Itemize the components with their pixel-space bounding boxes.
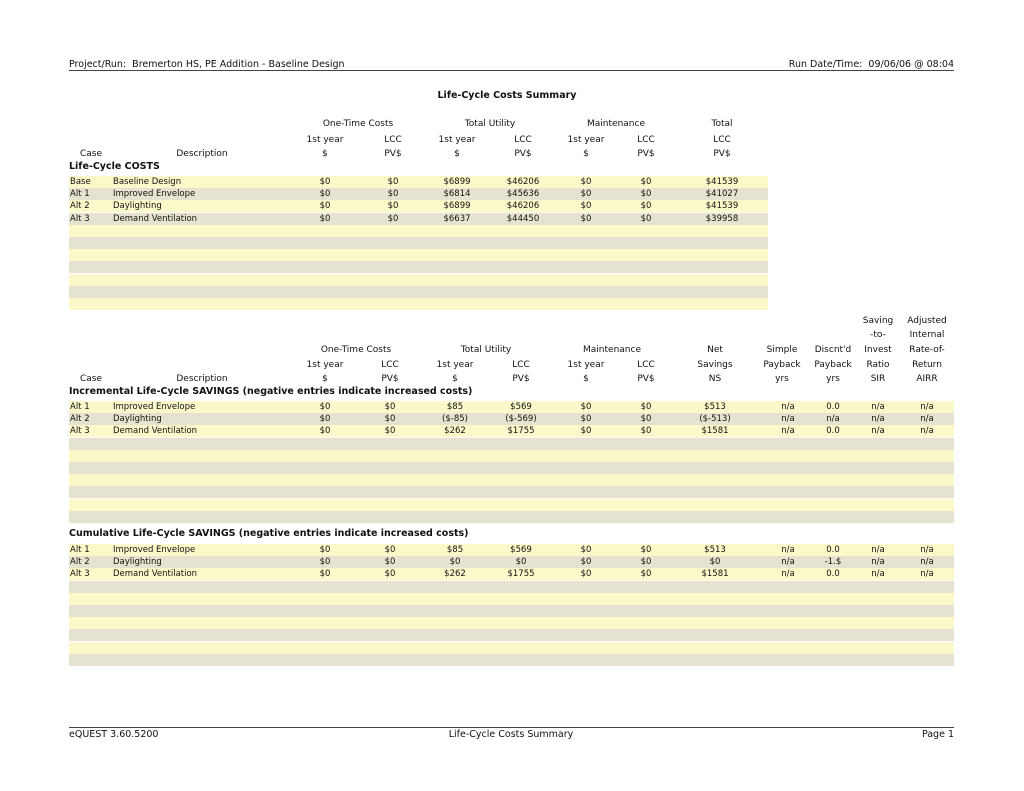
project-run [69, 59, 345, 70]
value-cell: -1.$ [824, 557, 842, 568]
case-cell: Base [70, 177, 91, 187]
table-row [69, 462, 954, 474]
table-row [69, 593, 954, 605]
value-cell: $0 [319, 414, 331, 425]
value-cell: $513 [704, 545, 726, 555]
value-cell: $85 [446, 402, 464, 412]
value-cell: 0.0 [826, 402, 840, 412]
section-title-lcc: Life-Cycle COSTS [69, 161, 160, 172]
description-cell: Daylighting [113, 201, 162, 212]
value-cell: $569 [510, 402, 532, 412]
value-cell: $0 [640, 426, 652, 437]
col-header: Payback [763, 360, 801, 370]
value-cell: $0 [580, 426, 592, 437]
header-rule [69, 70, 954, 71]
value-cell: $6899 [443, 201, 471, 212]
value-cell: $0 [640, 201, 652, 212]
table-row [69, 225, 768, 237]
col-header: 1st year [567, 135, 605, 145]
value-cell: $0 [709, 557, 721, 568]
value-cell: $0 [319, 557, 331, 568]
value-cell: ($-513) [699, 414, 731, 425]
case-cell: Alt 3 [70, 213, 90, 224]
value-cell: n/a [871, 402, 885, 412]
report-title: Life-Cycle Costs Summary [437, 90, 577, 101]
project-label: Project/Run: [69, 59, 127, 70]
section-title-cumulative: Cumulative Life-Cycle SAVINGS (negative entries indicate increased costs) [69, 528, 469, 539]
value-cell: $0 [384, 414, 396, 425]
value-cell: $1581 [701, 426, 729, 437]
group-one-time-costs: One-Time Costs [322, 119, 394, 129]
value-cell: $6899 [443, 177, 471, 187]
value-cell: $44450 [506, 213, 540, 224]
group-total-utility: Total Utility [464, 119, 516, 129]
col-header: LCC [384, 135, 402, 145]
value-cell: $0 [384, 545, 396, 555]
col-unit: NS [708, 374, 722, 384]
group-discounted: Discnt'd [814, 345, 852, 355]
value-cell: $0 [387, 213, 399, 224]
value-cell: n/a [871, 557, 885, 568]
col-unit: $ [454, 149, 460, 159]
col-header: 1st year [438, 135, 476, 145]
col-unit: $ [583, 374, 589, 384]
value-cell: n/a [781, 557, 795, 568]
col-header: 1st year [306, 360, 344, 370]
group-simple: Simple [766, 345, 798, 355]
value-cell: $0 [319, 402, 331, 412]
col-unit: PV$ [713, 149, 731, 159]
footer-version: eQUEST 3.60.5200 [69, 729, 159, 740]
group-total: Total [711, 119, 733, 129]
case-cell: Alt 3 [70, 569, 90, 580]
col-header: LCC [637, 360, 655, 370]
case-cell: Alt 1 [70, 545, 90, 555]
col-header: Saving [862, 316, 894, 326]
table-row [69, 450, 954, 462]
table-row [69, 511, 954, 523]
col-header: LCC [637, 135, 655, 145]
value-cell: n/a [920, 557, 934, 568]
table-row [69, 486, 954, 498]
description-header: Description [176, 149, 228, 159]
col-unit: PV$ [381, 374, 399, 384]
col-unit: $ [322, 149, 328, 159]
description-cell: Demand Ventilation [113, 569, 198, 580]
value-cell: n/a [781, 569, 795, 580]
col-header: LCC [514, 135, 532, 145]
table-row [69, 474, 954, 486]
col-header: LCC [381, 360, 399, 370]
table-row [69, 286, 768, 298]
value-cell: 0.0 [826, 569, 840, 580]
value-cell: $0 [319, 545, 331, 555]
col-header: 1st year [306, 135, 344, 145]
value-cell: $1581 [701, 569, 729, 580]
value-cell: $0 [580, 189, 592, 200]
value-cell: $41027 [705, 189, 739, 200]
value-cell: n/a [920, 545, 934, 555]
col-unit: yrs [826, 374, 840, 384]
value-cell: $1755 [507, 569, 535, 580]
value-cell: $39958 [705, 213, 739, 224]
value-cell: $0 [580, 201, 592, 212]
value-cell: $262 [444, 569, 466, 580]
case-cell: Alt 1 [70, 189, 90, 200]
value-cell: n/a [781, 545, 795, 555]
footer-page: Page 1 [921, 729, 954, 740]
col-header: -to- [870, 330, 886, 340]
description-cell: Baseline Design [113, 177, 182, 187]
col-unit: PV$ [512, 374, 530, 384]
run-date-time [789, 59, 954, 70]
table-row [69, 261, 768, 273]
value-cell: n/a [871, 426, 885, 437]
description-header: Description [176, 374, 228, 384]
col-unit: $ [452, 374, 458, 384]
table-row [69, 237, 768, 249]
value-cell: $0 [640, 557, 652, 568]
value-cell: n/a [871, 545, 885, 555]
description-cell: Daylighting [113, 557, 162, 568]
value-cell: $0 [319, 426, 331, 437]
run-label: Run Date/Time: [788, 59, 863, 70]
case-cell: Alt 2 [70, 201, 90, 212]
value-cell: $513 [704, 402, 726, 412]
value-cell: $0 [580, 414, 592, 425]
value-cell: 0.0 [826, 545, 840, 555]
value-cell: $0 [640, 545, 652, 555]
value-cell: $0 [319, 213, 331, 224]
footer-rule [69, 727, 954, 728]
case-header: Case [79, 149, 103, 159]
value-cell: $0 [384, 402, 396, 412]
value-cell: $0 [319, 201, 331, 212]
group-net: Net [707, 345, 723, 355]
table-row [69, 298, 768, 310]
value-cell: $569 [510, 545, 532, 555]
group-invest: Invest [864, 345, 892, 355]
group-total-utility: Total Utility [460, 345, 512, 355]
case-header: Case [79, 374, 103, 384]
col-unit: $ [583, 149, 589, 159]
value-cell: $0 [387, 201, 399, 212]
description-cell: Improved Envelope [113, 545, 196, 555]
value-cell: n/a [826, 414, 840, 425]
value-cell: n/a [871, 414, 885, 425]
value-cell: $85 [446, 545, 464, 555]
value-cell: $6637 [443, 213, 471, 224]
case-cell: Alt 1 [70, 402, 90, 412]
value-cell: $0 [580, 213, 592, 224]
col-header: Payback [814, 360, 852, 370]
value-cell: $0 [384, 569, 396, 580]
run-value: 09/06/06 @ 08:04 [868, 59, 954, 70]
value-cell: $0 [640, 213, 652, 224]
value-cell: $45636 [506, 189, 540, 200]
table-row [69, 605, 954, 617]
value-cell: n/a [781, 414, 795, 425]
value-cell: n/a [920, 569, 934, 580]
value-cell: n/a [920, 414, 934, 425]
value-cell: n/a [781, 426, 795, 437]
col-header: Ratio [866, 360, 890, 370]
col-header: Savings [697, 360, 733, 370]
value-cell: $0 [580, 402, 592, 412]
value-cell: $0 [387, 189, 399, 200]
table-row [69, 581, 954, 593]
value-cell: $6814 [443, 189, 471, 200]
table-row [69, 654, 954, 666]
value-cell: $0 [515, 557, 527, 568]
footer-title: Life-Cycle Costs Summary [448, 729, 574, 740]
value-cell: $0 [319, 569, 331, 580]
table-row [69, 200, 768, 212]
col-unit: PV$ [637, 149, 655, 159]
value-cell: $0 [384, 557, 396, 568]
table-row [69, 556, 954, 568]
table-row [69, 438, 954, 450]
value-cell: n/a [920, 402, 934, 412]
value-cell: $41539 [705, 201, 739, 212]
col-unit: yrs [775, 374, 789, 384]
group-one-time-costs: One-Time Costs [320, 345, 392, 355]
value-cell: $0 [387, 177, 399, 187]
col-header: LCC [512, 360, 530, 370]
table-row [69, 642, 954, 654]
value-cell: 0.0 [826, 426, 840, 437]
col-header: 1st year [436, 360, 474, 370]
value-cell: $0 [580, 177, 592, 187]
col-unit: PV$ [514, 149, 532, 159]
case-cell: Alt 3 [70, 426, 90, 437]
col-header: LCC [713, 135, 731, 145]
value-cell: $0 [319, 189, 331, 200]
value-cell: $0 [640, 414, 652, 425]
value-cell: $46206 [506, 177, 540, 187]
value-cell: $0 [580, 569, 592, 580]
table-row [69, 629, 954, 641]
description-cell: Demand Ventilation [113, 426, 198, 437]
value-cell: $0 [640, 177, 652, 187]
value-cell: $0 [449, 557, 461, 568]
description-cell: Daylighting [113, 414, 162, 425]
col-header: Adjusted [907, 316, 947, 326]
value-cell: $41539 [705, 177, 739, 187]
value-cell: n/a [920, 426, 934, 437]
description-cell: Demand Ventilation [113, 213, 198, 224]
case-cell: Alt 2 [70, 557, 90, 568]
table-row [69, 249, 768, 261]
value-cell: $0 [640, 189, 652, 200]
value-cell: $0 [580, 545, 592, 555]
group-rate-of: Rate-of- [909, 345, 945, 355]
value-cell: n/a [781, 402, 795, 412]
value-cell: ($-569) [505, 414, 537, 425]
col-header: Return [912, 360, 942, 370]
col-header: Internal [909, 330, 945, 340]
col-unit: $ [322, 374, 328, 384]
group-maintenance: Maintenance [587, 119, 645, 129]
section-title-incremental: Incremental Life-Cycle SAVINGS (negative entries indicate increased costs) [69, 386, 473, 397]
table-row [69, 274, 768, 286]
table-row [69, 499, 954, 511]
project-value: Bremerton HS, PE Addition - Baseline Design [132, 59, 345, 70]
table-row [69, 617, 954, 629]
value-cell: $262 [444, 426, 466, 437]
group-maintenance: Maintenance [583, 345, 641, 355]
value-cell: n/a [871, 569, 885, 580]
value-cell: $0 [384, 426, 396, 437]
col-unit: PV$ [637, 374, 655, 384]
value-cell: $0 [319, 177, 331, 187]
col-header: 1st year [567, 360, 605, 370]
value-cell: ($-85) [442, 414, 468, 425]
col-unit: SIR [870, 374, 886, 384]
case-cell: Alt 2 [70, 414, 90, 425]
value-cell: $0 [580, 557, 592, 568]
value-cell: $1755 [507, 426, 535, 437]
value-cell: $46206 [506, 201, 540, 212]
value-cell: $0 [640, 569, 652, 580]
col-unit: PV$ [384, 149, 402, 159]
value-cell: $0 [640, 402, 652, 412]
col-unit: AIRR [916, 374, 938, 384]
description-cell: Improved Envelope [113, 189, 196, 200]
description-cell: Improved Envelope [113, 402, 196, 412]
